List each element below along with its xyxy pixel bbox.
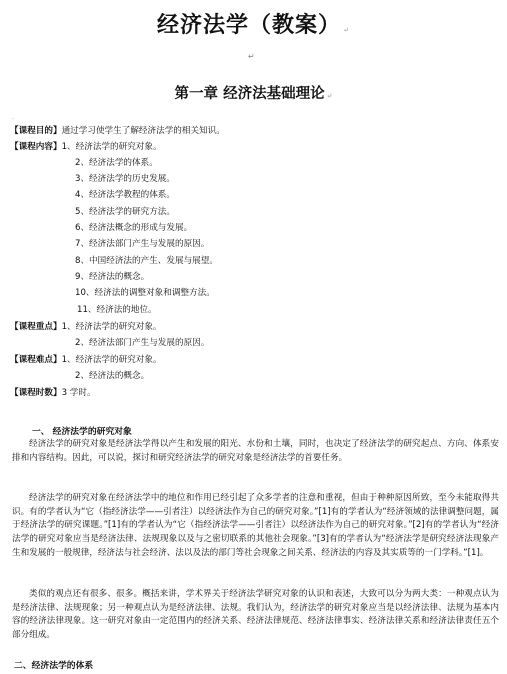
list-item: 11、经济法的地位。 — [77, 305, 157, 315]
objective-line — [10, 126, 225, 137]
paragraph-mark-icon: ↵ — [248, 52, 255, 61]
list-item: 3、经济法学的历史发展。 — [75, 174, 175, 184]
difficulty-tag: 【课程难点】 — [10, 355, 62, 365]
focus-tag: 【课程重点】 — [10, 322, 62, 332]
content-tag: 【课程内容】 — [10, 142, 62, 152]
list-item: 2、经济法的概念。 — [75, 371, 150, 381]
list-item: 10、经济法的调整对象和调整方法。 — [75, 288, 215, 298]
list-item: 9、经济法的概念。 — [75, 272, 150, 282]
focus-line — [10, 322, 162, 333]
anchor-dot-icon: · — [12, 116, 14, 123]
list-item: 1、经济法学的研究对象。 — [61, 142, 162, 152]
body-paragraph: 经济法学的研究对象是经济法学得以产生和发展的阳光、水份和土壤，同时，也决定了经济法学的研究起点、方向、体系安排和内容结构。因此，可以说，探讨和研究经济法学的研究对象是经济法学的首要任务。 — [12, 439, 499, 463]
body-paragraph: 类似的观点还有很多、很多。概括来讲，学术界关于经济法学研究对象的认识和表述，大致可以分为两大类：一种观点认为是经济法律、法规现象；另一种观点认为是经济法律、法规。我们认为，经济法学的研究对象应当是以经济法律、法规为基本内容的经济法律现象。这一研究对象由一定范围内的经济关系、经济法律规范、经济法律事实、经济法律关系和经济法律责任五个部分组成。 — [12, 589, 499, 641]
list-item: 1、经济法学的研究对象。 — [61, 322, 162, 332]
document-title: 经济法学（教案） ↵ — [157, 12, 350, 38]
difficulty-line — [10, 355, 162, 366]
body-paragraph: 经济法学的研究对象在经济法学中的地位和作用已经引起了众多学者的注意和重视，但由于种种原因所致，至今未能取得共识。有的学者认为“它（指经济法学——引者注）以经济法作为自己的研究对象。”[1]有的学者认为“经济领域的法律调整问题，属于经济法学的研究课题。”[1]有的学者认为“它（指经济法学——引者注）以经济法作为自己的研究对象。”[2]有的学者认为“经济法学的研究对象应当是经济法律、法规现象以及与之密切联系的其他社会现象。”[3]有的学者认为“经济法学是研究经济法现象产生和发展的一般规律，经济法与社会经济、法以及法的部门等社会现象之间关系、经济法的内容及其实质等的一门学科。”[1]。 — [12, 493, 499, 558]
paragraph-mark-icon: ↵ — [343, 26, 350, 34]
list-item: 2、经济法部门产生与发展的原因。 — [75, 338, 210, 348]
hours-line — [10, 388, 96, 399]
list-item: 2、经济法学的体系。 — [75, 158, 158, 168]
hours-tag: 【课程时数】 — [10, 388, 62, 398]
objective-text: 通过学习使学生了解经济法学的相关知识。 — [61, 126, 225, 136]
list-item: 5、经济法学的研究方法。 — [75, 207, 175, 217]
section-heading: 一、 经济法学的研究对象 — [32, 427, 132, 437]
hours-text: 3 学时。 — [61, 388, 96, 398]
content-line — [10, 142, 162, 153]
list-item: 8、中国经济法的产生、发展与展望。 — [75, 256, 218, 266]
list-item: 1、经济法学的研究对象。 — [61, 355, 162, 365]
chapter-title: 第一章 经济法基础理论 ↵ — [174, 85, 333, 102]
objective-tag: 【课程目的】 — [10, 126, 62, 136]
list-item: 7、经济法部门产生与发展的原因。 — [75, 239, 210, 249]
list-item: 6、经济法概念的形成与发展。 — [75, 223, 193, 233]
list-item: 4、经济法学教程的体系。 — [75, 190, 175, 200]
section-heading: 二、经济法学的体系 — [14, 661, 94, 671]
paragraph-mark-icon: ↵ — [326, 92, 333, 100]
